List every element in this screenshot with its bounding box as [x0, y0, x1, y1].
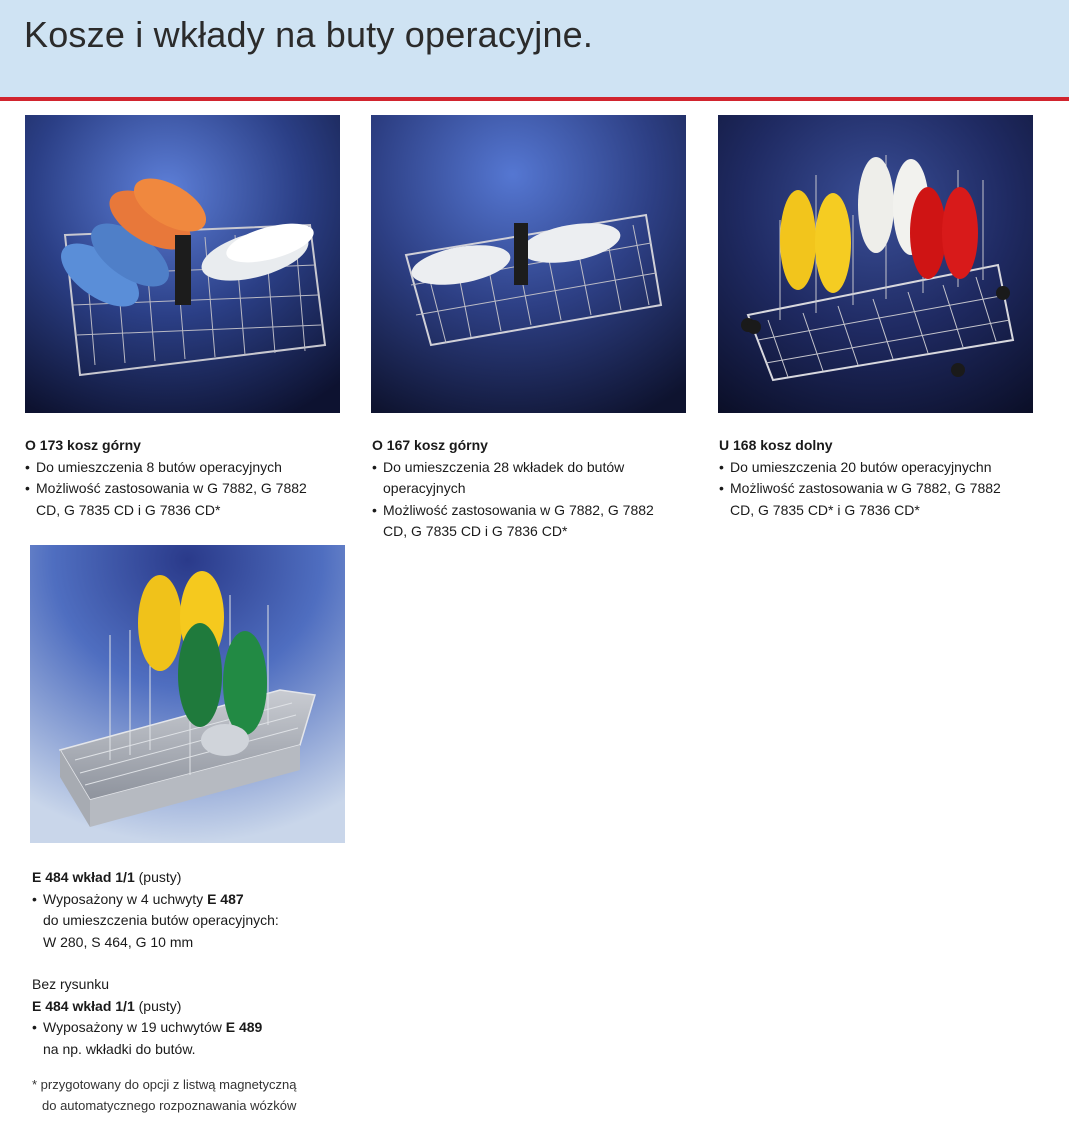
- no-drawing-label: Bez rysunku: [32, 976, 110, 992]
- page-title: Kosze i wkłady na buty operacyjne.: [24, 14, 594, 55]
- product-title: O 167 kosz górny: [372, 437, 488, 453]
- product-bullet-cont: CD, G 7835 CD i G 7836 CD*: [36, 501, 221, 518]
- product-code: E 484 wkład 1/1: [32, 869, 135, 885]
- product-bullet-cont: na np. wkładki do butów.: [43, 1040, 196, 1057]
- product-title: U 168 kosz dolny: [719, 437, 833, 453]
- product-bullet-cont: CD, G 7835 CD* i G 7836 CD*: [730, 501, 920, 518]
- product-bullet: • Do umieszczenia 20 butów operacyjnychn: [719, 457, 1039, 479]
- product-bullet-cont: CD, G 7835 CD i G 7836 CD*: [383, 523, 568, 539]
- product-bullet: • Możliwość zastosowania w G 7882, G 7882: [719, 478, 1039, 500]
- bullet-text: Wyposażony w 4 uchwyty: [43, 890, 204, 907]
- spacer: [32, 1060, 392, 1074]
- bullet-text: Wyposażony w 19 uchwytów: [43, 1019, 222, 1035]
- product-bullet: [32, 889, 392, 911]
- product-bullet-cont: operacyjnych: [383, 480, 466, 496]
- footnote: [32, 1074, 392, 1116]
- spacer: [32, 953, 392, 974]
- product-photo-u168: [718, 115, 1033, 413]
- product-bullet: • Do umieszczenia 28 wkładek do butów: [372, 457, 692, 479]
- footnote-line: do automatycznego rozpoznawania wózków: [42, 1098, 297, 1113]
- product-code: E 484 wkład 1/1: [32, 997, 135, 1014]
- product-photo-o167: [371, 115, 686, 413]
- divider: [0, 97, 1069, 101]
- product-status: (pusty): [138, 997, 182, 1014]
- holder-code: E 489: [225, 1019, 263, 1035]
- product-dimensions: W 280, S 464, G 10 mm: [43, 933, 194, 950]
- product-bullet: • Do umieszczenia 8 butów operacyjnych: [25, 457, 345, 479]
- e484-heading: [32, 867, 392, 889]
- product-bullet: • Możliwość zastosowania w G 7882, G 7882: [25, 478, 345, 500]
- header-band: [0, 0, 1069, 98]
- caption-o167: [372, 435, 692, 543]
- product-photo-o173: [25, 115, 340, 413]
- product-photo-e484: [30, 545, 345, 843]
- caption-e484: [32, 867, 392, 1116]
- holder-code: E 487: [207, 890, 244, 907]
- caption-u168: [719, 435, 1039, 521]
- e484b-heading: [32, 996, 392, 1018]
- product-bullet: [32, 1017, 392, 1039]
- product-bullet: • Możliwość zastosowania w G 7882, G 7882: [372, 500, 692, 522]
- product-title: O 173 kosz górny: [25, 437, 141, 453]
- product-status: (pusty): [138, 869, 182, 885]
- caption-o173: [25, 435, 345, 521]
- product-bullet-cont: do umieszczenia butów operacyjnych:: [43, 912, 279, 928]
- footnote-line: * przygotowany do opcji z listwą magnetyczną: [32, 1077, 297, 1092]
